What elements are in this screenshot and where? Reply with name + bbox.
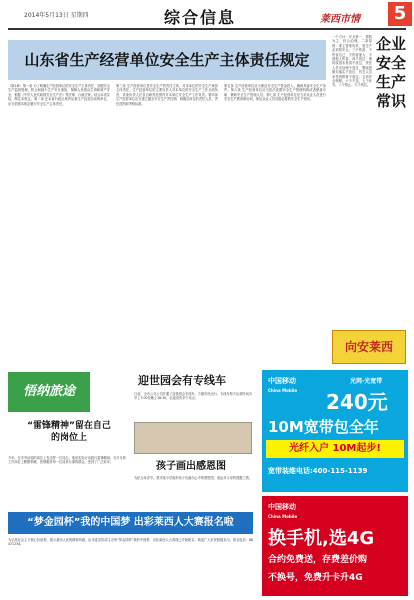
- child-story-title: 孩子画出感恩图: [156, 461, 226, 472]
- issue-date: 2014年5月13日 星期四: [24, 12, 89, 19]
- cm2-sub: 合约免费送，存费差价购: [268, 555, 368, 565]
- lead-col-1: （第1章）第一条 为了明确生产经营单位的安全生产主体责任，加强安全生产监督管理，防止和减少生产安全事故，保障人民群众生命和财产安全，根据《中华人民共和国安全生产法》等法律、行政法规，结合本省实际，制定本规定。第二条 在本省行政区域内从事生产经营活动的单位，应当依照本规定履行安全生产主体责任。: [8, 84, 110, 106]
- sidebar-text: 一个方针：安全第一、预防为主、综合治理。二条原则：谁主管谁负责、管生产必须管安全。三不伤害：不伤害自己、不伤害他人、不被他人伤害。四不放过：事故原因未查清不放过、责任人员未处理不放过、整改措施未落实不放过、有关人员未受到教育不放过。五项安全规程。六个不变。七个环节。八个禁止。九个到位。: [332, 35, 372, 88]
- brand-logo: [8, 372, 90, 412]
- edition-title: 综合信息: [164, 8, 237, 27]
- china-mobile-4g-ad[interactable]: [262, 496, 408, 596]
- left-story-title: “雷锋精神”留在自己的岗位上: [27, 421, 111, 443]
- lead-headline: 山东省生产经营单位安全生产主体责任规定: [24, 51, 310, 69]
- china-mobile-broadband-ad[interactable]: [262, 370, 408, 492]
- bottom-story-text: 为弘扬社会主义核心价值观，展示莱西人民的精神风貌，由市委宣传部主办的“梦金园杯”我的中国梦，出彩莱西人大赛现已开始报名。欢迎广大市民积极参与。报名电话：88471234。: [8, 538, 253, 547]
- paper-name: 莱西市情: [320, 14, 360, 25]
- cm1-price: 240元: [326, 390, 388, 414]
- mid-story-text: 日前，全市公交公司开通了迎世园会专线车，方便市民出行。专线车每天运营时间为早上7:00至晚上18:30，沿途设有多个站点。: [134, 392, 252, 401]
- cm1-big: 10M宽带包全年: [268, 418, 379, 436]
- cm2-brand: 中国移动 China Mobile: [268, 503, 298, 519]
- bottom-story-title: “梦金园杯”我的中国梦 出彩莱西人大赛报名啦: [27, 517, 234, 528]
- cm1-brand: 中国移动 China Mobile: [268, 377, 298, 393]
- sidebar-title: 企业安全生产常识: [375, 35, 406, 110]
- mid-story-title: 迎世园会有专线车: [138, 374, 226, 387]
- header-rule: [8, 28, 406, 30]
- lead-col-3: 第五条 生产经营单位应当保证安全生产资金投入，确保具备安全生产条件。第六条 生产经营单位应当依法设置安全生产管理机构或者配备专职、兼职安全生产管理人员。第七条 生产经营单位应当对从业人员进行安全生产教育和培训，保证从业人员具备必要的安全生产知识。: [224, 84, 326, 102]
- cm1-small: 光纤入户 10M起步!: [266, 440, 404, 458]
- sidebar-ad-text: 向安莱西: [344, 340, 393, 354]
- bottom-story-banner: [8, 512, 253, 534]
- sidebar-ad[interactable]: [332, 330, 406, 364]
- kids-photo: [134, 422, 252, 454]
- brand-logo-text: 悟纳旅途: [22, 384, 75, 399]
- page-header: [0, 0, 414, 30]
- cm1-sub: 光网·光宽带: [350, 378, 383, 385]
- cm1-phone: 宽带装维电话:400-115-1139: [268, 467, 368, 475]
- lead-headline-banner: [8, 40, 326, 80]
- lead-col-2: 第三条 生产经营单位是安全生产的责任主体，对本单位的安全生产承担主体责任。生产经营单位的主要负责人对本单位的安全生产工作全面负责，其他负责人在各自职责范围内对本单位安全生产工作负责。第四条 生产经营单位应当建立健全安全生产责任制，明确各岗位的责任人员、责任范围和考核标准。: [116, 84, 218, 106]
- page-number: 5: [388, 2, 412, 26]
- child-story-text: 为纪念母亲节，我市某小学组织孩子们画出心中的感恩图，表达对父母的感激之情。: [134, 476, 252, 480]
- cm2-big: 换手机,选4G: [268, 528, 375, 549]
- cm2-sub2: 不换号，免费升卡升4G: [268, 573, 363, 583]
- left-story-text: 今年，在市劳动局的岗位上有这样一位同志，他用实际行动践行雷锋精神，在平凡的工作岗位上默默奉献，热情服务每一位前来办事的群众，受到了广泛好评。: [8, 456, 126, 465]
